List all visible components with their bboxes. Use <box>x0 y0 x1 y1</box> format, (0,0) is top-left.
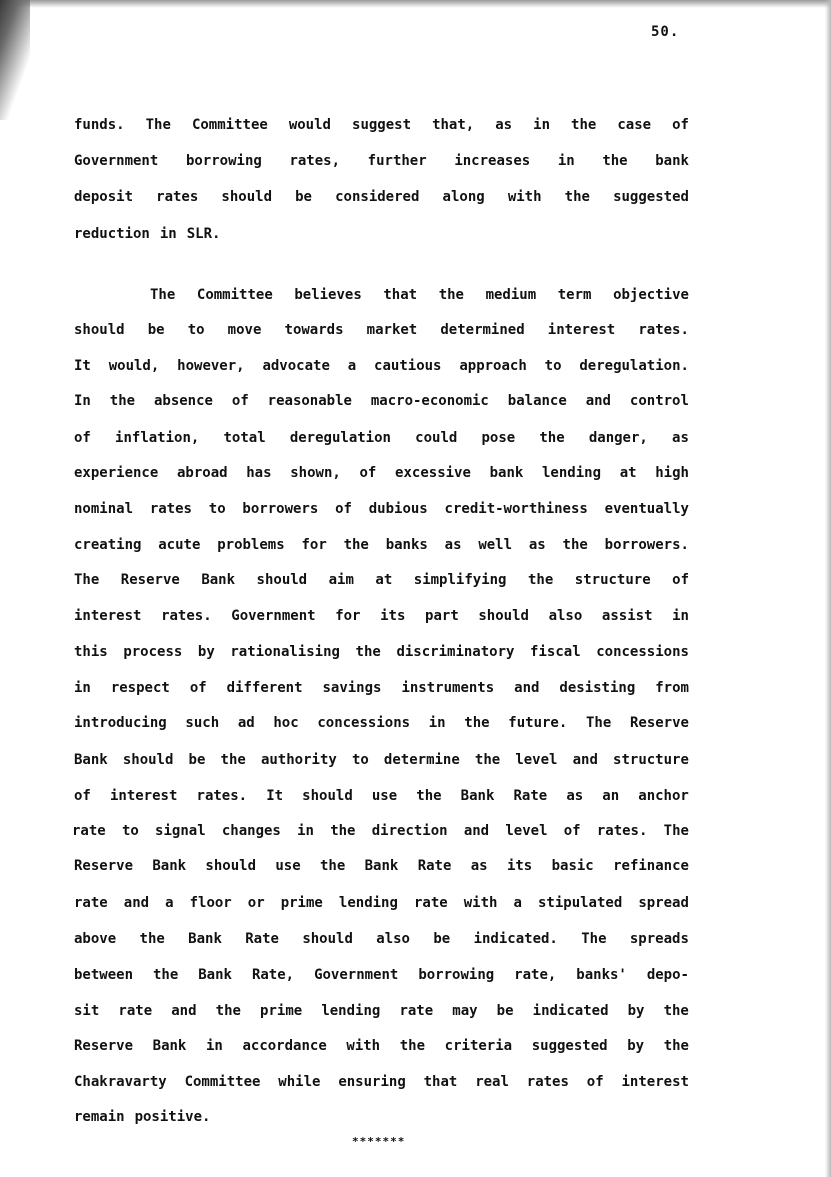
text-line: funds. The Committee would suggest that, as in the case of <box>74 117 689 133</box>
text-line: Bank should be the authority to determine the level and structure <box>74 752 689 768</box>
text-line: in respect of different savings instruments and desisting from <box>74 680 689 696</box>
page-number: 50. <box>651 24 680 40</box>
text-line: above the Bank Rate should also be indicated. The spreads <box>74 931 689 947</box>
text-line: interest rates. Government for its part should also assist in <box>74 608 689 624</box>
text-line: creating acute problems for the banks as well as the borrowers. <box>74 537 689 553</box>
text-line: Reserve Bank in accordance with the criteria suggested by the <box>74 1038 689 1054</box>
text-line: Government borrowing rates, further increases in the bank <box>74 153 689 169</box>
text-line: In the absence of reasonable macro-economic balance and control <box>74 393 689 409</box>
text-line: Reserve Bank should use the Bank Rate as its basic refinance <box>74 858 689 874</box>
scan-shadow-top <box>0 0 831 8</box>
text-line: rate to signal changes in the direction and level of rates. The <box>72 823 689 839</box>
text-line: The Committee believes that the medium term objective <box>150 287 689 303</box>
text-line: nominal rates to borrowers of dubious credit-worthiness eventually <box>74 501 689 517</box>
text-line: of interest rates. It should use the Bank Rate as an anchor <box>74 788 689 804</box>
text-line: The Reserve Bank should aim at simplifying the structure of <box>74 572 689 588</box>
text-line: introducing such ad hoc concessions in the future. The Reserve <box>74 715 689 731</box>
text-line: this process by rationalising the discriminatory fiscal concessions <box>74 644 689 660</box>
scan-shadow-right <box>825 0 831 1177</box>
text-line: Chakravarty Committee while ensuring that real rates of interest <box>74 1074 689 1090</box>
text-line: should be to move towards market determined interest rates. <box>74 322 689 338</box>
text-line: between the Bank Rate, Government borrowing rate, banks' depo- <box>74 967 689 983</box>
text-line: rate and a floor or prime lending rate with a stipulated spread <box>74 895 689 911</box>
text-line: experience abroad has shown, of excessive bank lending at high <box>74 465 689 481</box>
text-line: reduction in SLR. <box>74 226 221 242</box>
text-line: sit rate and the prime lending rate may be indicated by the <box>74 1003 689 1019</box>
text-line: deposit rates should be considered along with the suggested <box>74 189 689 205</box>
end-of-section-marker: ******* <box>352 1135 406 1148</box>
text-line: It would, however, advocate a cautious approach to deregulation. <box>74 358 689 374</box>
text-line: of inflation, total deregulation could pose the danger, as <box>74 430 689 446</box>
scan-shadow-corner <box>0 0 30 120</box>
text-line: remain positive. <box>74 1109 211 1125</box>
